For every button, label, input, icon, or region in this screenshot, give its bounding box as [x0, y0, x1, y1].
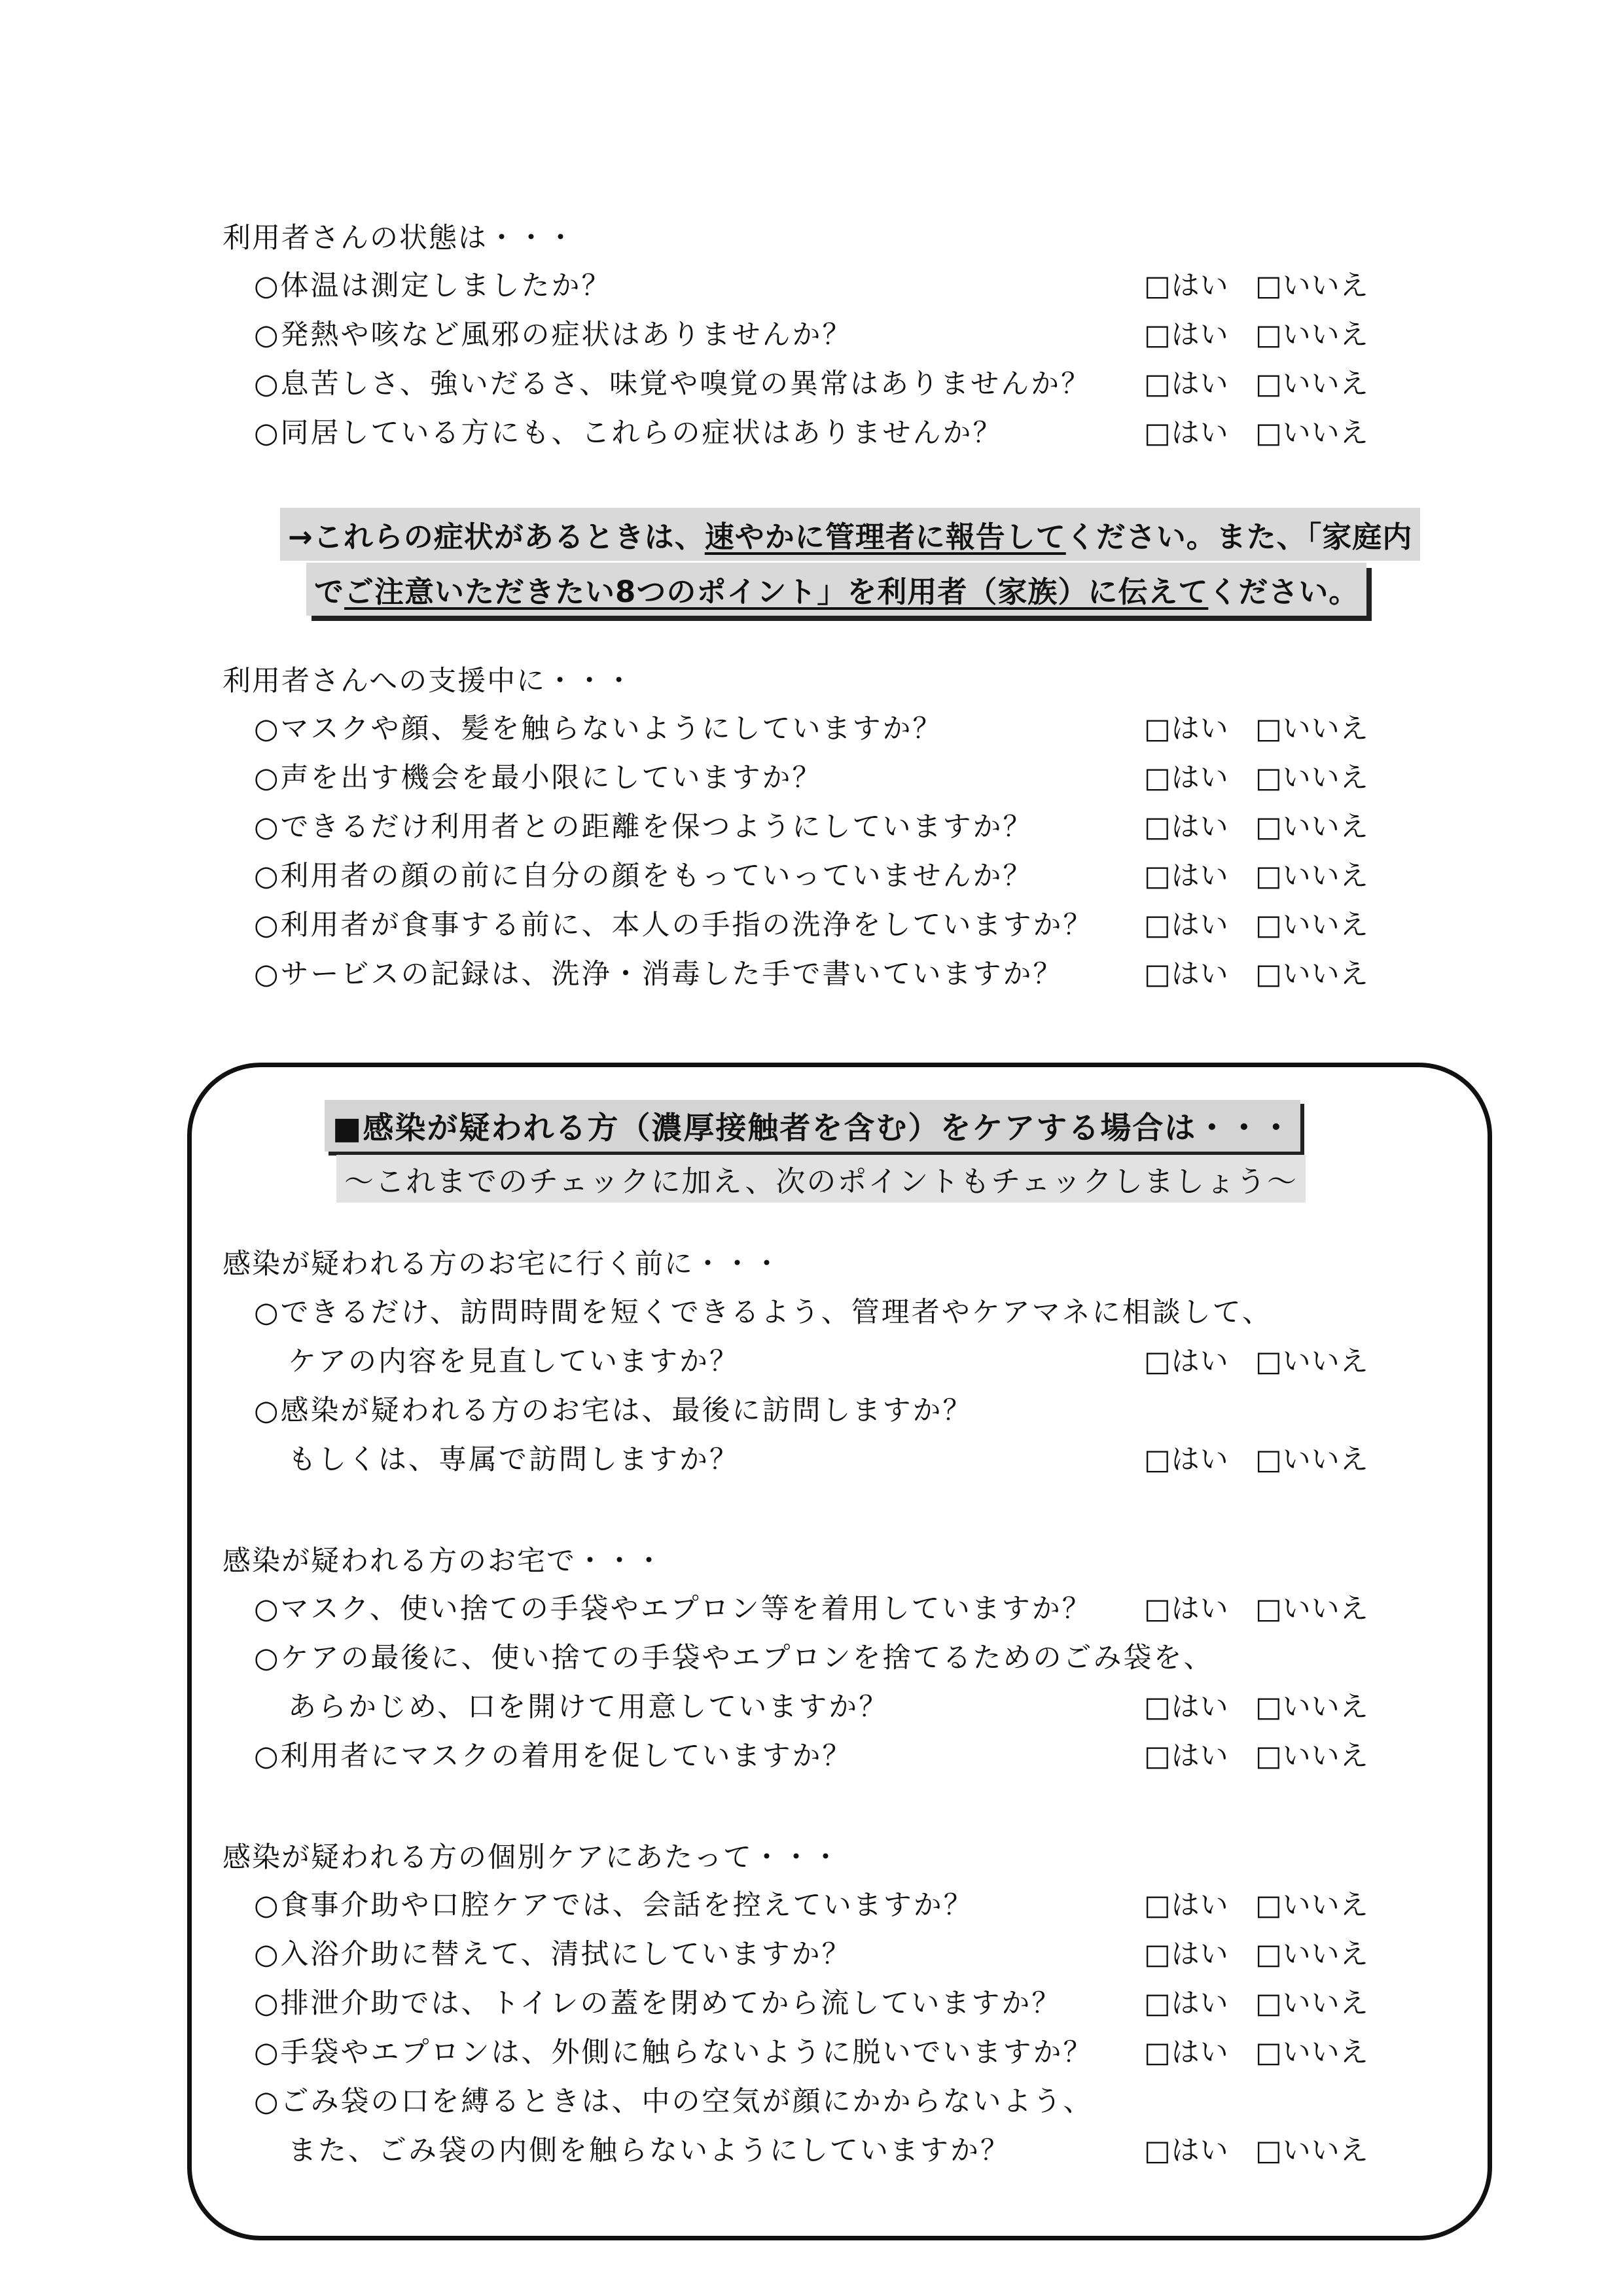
question-text: ○マスク、使い捨ての手袋やエプロン等を着用していますか？	[254, 1593, 1092, 1625]
notice-text: →これらの症状があるときは、	[288, 520, 705, 554]
question-text: ○ケアの最後に、使い捨ての手袋やエプロンを捨てるためのごみ袋を、	[254, 1642, 1214, 1674]
checkbox-yes[interactable]: □はい	[1144, 417, 1229, 450]
question-text: ○入浴介助に替えて、清拭にしていますか？	[254, 1938, 852, 1971]
checkbox-no[interactable]: □いいえ	[1255, 1443, 1369, 1476]
question-text: ○できるだけ利用者との距離を保つようにしていますか？	[254, 811, 1033, 843]
notice-text: ください。また、「家庭内	[1065, 520, 1413, 554]
question-text: ○手袋やエプロンは、外側に触らないように脱いでいますか？	[254, 2036, 1094, 2069]
checkbox-no[interactable]: □いいえ	[1255, 2134, 1369, 2167]
checkbox-no[interactable]: □いいえ	[1255, 762, 1369, 794]
question-text: ○食事介助や口腔ケアでは、会話を控えていますか？	[254, 1889, 974, 1922]
checkbox-no[interactable]: □いいえ	[1255, 1740, 1369, 1773]
section-heading-at-home: 感染が疑われる方のお宅で・・・	[223, 1545, 664, 1578]
question-text: ○発熱や咳など風邪の症状はありませんか？	[254, 319, 853, 351]
checkbox-no[interactable]: □いいえ	[1255, 417, 1369, 450]
checkbox-yes[interactable]: □はい	[1144, 1938, 1229, 1971]
checkbox-yes[interactable]: □はい	[1144, 1987, 1229, 2020]
checkbox-no[interactable]: □いいえ	[1255, 1345, 1369, 1378]
checkbox-yes[interactable]: □はい	[1144, 1889, 1229, 1922]
question-text: ○体温は測定しましたか？	[254, 270, 612, 302]
question-text: ○排泄介助では、トイレの蓋を閉めてから流していますか？	[254, 1987, 1062, 2020]
question-text: ○利用者が食事する前に、本人の手指の洗浄をしていますか？	[254, 909, 1094, 942]
checkbox-yes[interactable]: □はい	[1144, 958, 1229, 991]
notice-emphasis: 速やかに管理者に報告して	[704, 520, 1066, 554]
notice-line-1	[280, 508, 1420, 561]
checkbox-yes[interactable]: □はい	[1144, 860, 1229, 892]
checkbox-yes[interactable]: □はい	[1144, 270, 1229, 302]
question-text-continued: もしくは、専属で訪問しますか？	[288, 1443, 740, 1476]
checkbox-no[interactable]: □いいえ	[1255, 1889, 1369, 1922]
box-title: ■感染が疑われる方（濃厚接触者を含む）をケアする場合は・・・	[325, 1100, 1300, 1152]
checkbox-no[interactable]: □いいえ	[1255, 860, 1369, 892]
question-text: ○マスクや顔、髪を触らないようにしていますか？	[254, 713, 943, 745]
checkbox-no[interactable]: □いいえ	[1255, 713, 1369, 745]
checkbox-yes[interactable]: □はい	[1144, 811, 1229, 843]
question-text: ○利用者の顔の前に自分の顔をもっていっていませんか？	[254, 860, 1033, 892]
notice-line-2	[306, 563, 1366, 616]
notice-text: ください。	[1208, 574, 1359, 609]
checkbox-yes[interactable]: □はい	[1144, 909, 1229, 942]
checkbox-yes[interactable]: □はい	[1144, 1740, 1229, 1773]
box-subtitle: ～これまでのチェックに加え、次のポイントもチェックしましょう～	[336, 1155, 1306, 1203]
section-heading-before-visit: 感染が疑われる方のお宅に行く前に・・・	[223, 1248, 782, 1280]
section-heading-individual-care: 感染が疑われる方の個別ケアにあたって・・・	[223, 1841, 841, 1874]
question-text: ○同居している方にも、これらの症状はありませんか？	[254, 417, 1003, 450]
checkbox-no[interactable]: □いいえ	[1255, 1987, 1369, 2020]
checkbox-yes[interactable]: □はい	[1144, 713, 1229, 745]
question-text: ○サービスの記録は、洗浄・消毒した手で書いていますか？	[254, 958, 1063, 991]
checkbox-yes[interactable]: □はい	[1144, 319, 1229, 351]
question-text: ○ごみ袋の口を縛るときは、中の空気が顔にかからないよう、	[254, 2085, 1094, 2118]
checkbox-no[interactable]: □いいえ	[1255, 270, 1369, 302]
question-text: ○息苦しさ、強いだるさ、味覚や嗅覚の異常はありませんか？	[254, 368, 1092, 400]
checkbox-no[interactable]: □いいえ	[1255, 909, 1369, 942]
checkbox-no[interactable]: □いいえ	[1255, 2036, 1369, 2069]
checkbox-no[interactable]: □いいえ	[1255, 958, 1369, 991]
notice-emphasis: ご注意いただきたい8つのポイント」を利用者（家族）に伝えて	[344, 574, 1209, 609]
checkbox-no[interactable]: □いいえ	[1255, 811, 1369, 843]
checkbox-no[interactable]: □いいえ	[1255, 1938, 1369, 1971]
section-heading-during-support: 利用者さんへの支援中に・・・	[223, 665, 635, 698]
question-text: ○声を出す機会を最小限にしていますか？	[254, 762, 823, 794]
question-text-continued: また、ごみ袋の内側を触らないようにしていますか？	[288, 2134, 1010, 2167]
question-text-continued: あらかじめ、口を開けて用意していますか？	[288, 1691, 889, 1723]
checkbox-no[interactable]: □いいえ	[1255, 1691, 1369, 1723]
question-text: ○利用者にマスクの着用を促していますか？	[254, 1740, 853, 1773]
question-text: ○できるだけ、訪問時間を短くできるよう、管理者やケアマネに相談して、	[254, 1296, 1272, 1329]
question-text-continued: ケアの内容を見直していますか？	[288, 1345, 740, 1378]
checkbox-no[interactable]: □いいえ	[1255, 368, 1369, 400]
checkbox-yes[interactable]: □はい	[1144, 2134, 1229, 2167]
checkbox-no[interactable]: □いいえ	[1255, 319, 1369, 351]
section-heading-user-condition: 利用者さんの状態は・・・	[223, 222, 576, 255]
notice-text: で	[314, 574, 345, 609]
checkbox-yes[interactable]: □はい	[1144, 1593, 1229, 1625]
checkbox-no[interactable]: □いいえ	[1255, 1593, 1369, 1625]
checkbox-yes[interactable]: □はい	[1144, 368, 1229, 400]
question-text: ○感染が疑われる方のお宅は、最後に訪問しますか？	[254, 1394, 973, 1427]
checkbox-yes[interactable]: □はい	[1144, 2036, 1229, 2069]
checkbox-yes[interactable]: □はい	[1144, 1345, 1229, 1378]
checkbox-yes[interactable]: □はい	[1144, 1691, 1229, 1723]
checkbox-yes[interactable]: □はい	[1144, 762, 1229, 794]
checkbox-yes[interactable]: □はい	[1144, 1443, 1229, 1476]
